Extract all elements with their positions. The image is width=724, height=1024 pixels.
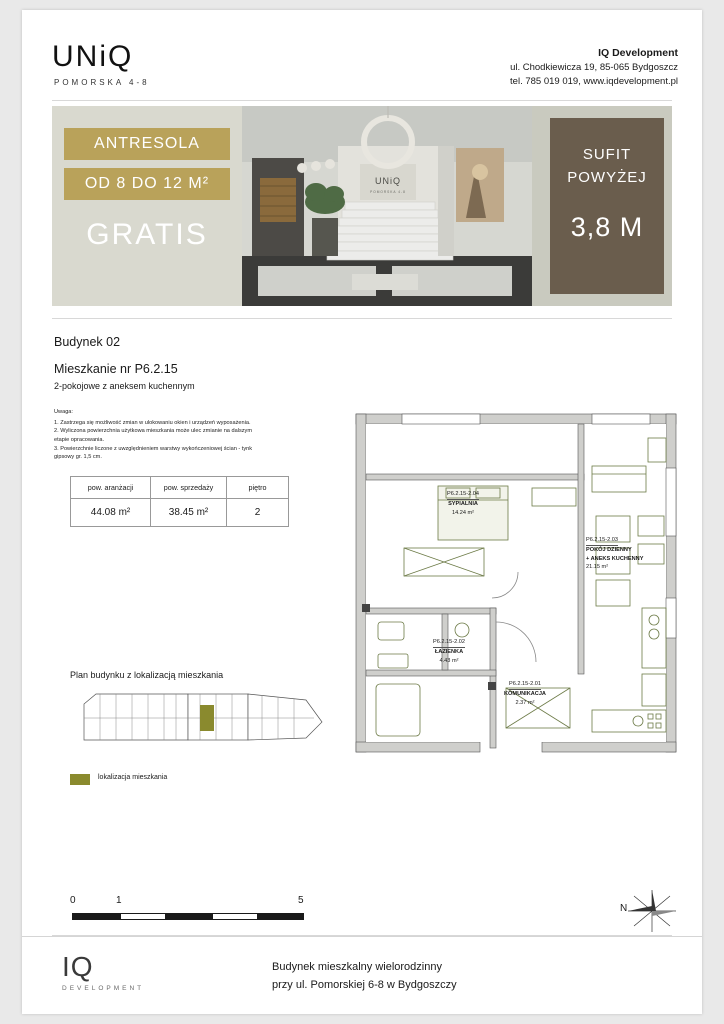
room-area-lazienka: 4.43 m² bbox=[439, 657, 459, 664]
promo-tag-antresola: ANTRESOLA bbox=[64, 128, 230, 160]
table-header-sale: pow. sprzedaży bbox=[151, 477, 227, 499]
note-line-3: 3. Powierzchnie liczone z uwzględnieniem warstwy wykończeniowej ścian - tynk bbox=[54, 445, 253, 452]
table-header-floor: piętro bbox=[227, 477, 289, 499]
footer-logo-subtitle: DEVELOPMENT bbox=[62, 985, 145, 992]
note-line-3b: gipsowy gr. 1,5 cm. bbox=[54, 454, 102, 461]
note-line-1: 1. Zastrzega się możliwość zmian w ulokowaniu okien i urządzeń wyposażenia. bbox=[54, 419, 251, 426]
note-line-2: 2. Wyliczona powierzchnia użytkowa mieszkania może ulec zmianie na dalszym bbox=[54, 428, 252, 435]
compass-north-label: N bbox=[620, 903, 628, 914]
room-name-aneks-kuchenny: + ANEKS KUCHENNY bbox=[586, 555, 644, 562]
ceiling-height-value: 3,8 M bbox=[570, 212, 644, 242]
room-area-pokoj-dzienny: 21.15 m² bbox=[586, 564, 609, 571]
table-cell-arrangement: 44.08 m² bbox=[71, 499, 151, 527]
room-name-komunikacja: KOMUNIKACJA bbox=[504, 691, 546, 698]
promo-left-panel bbox=[52, 106, 242, 306]
scale-segment-1 bbox=[72, 913, 120, 920]
room-code-komunikacja: P6.2.15-2.01 bbox=[509, 680, 541, 690]
scale-bar bbox=[70, 895, 310, 921]
notes-title: Uwaga: bbox=[54, 409, 73, 415]
scale-segment-5 bbox=[258, 913, 304, 920]
developer-info bbox=[510, 46, 678, 89]
room-code-pokoj-dzienny: P6.2.15-2.03 bbox=[586, 536, 618, 546]
room-label-sypialnia bbox=[420, 490, 506, 517]
floorplan-drawing bbox=[342, 408, 692, 768]
footer-description bbox=[272, 959, 457, 994]
building-miniplan-drawing bbox=[70, 688, 326, 750]
footer-logo bbox=[62, 951, 144, 992]
room-label-pokoj-dzienny bbox=[586, 536, 676, 572]
building-title: Budynek 02 bbox=[54, 335, 121, 349]
ceiling-label-2: POWYŻEJ bbox=[567, 169, 647, 186]
footer-logo-text: IQ bbox=[62, 951, 94, 982]
banner-divider bbox=[52, 318, 672, 319]
building-miniplan bbox=[70, 688, 326, 750]
miniplan-title: Plan budynku z lokalizacją mieszkania bbox=[70, 670, 224, 680]
notes-block bbox=[54, 408, 304, 462]
legend-label: lokalizacja mieszkania bbox=[98, 774, 168, 781]
table-cell-sale: 38.45 m² bbox=[151, 499, 227, 527]
developer-address: ul. Chodkiewicza 19, 85-065 Bydgoszcz bbox=[510, 62, 678, 74]
lobby-photo bbox=[242, 106, 532, 306]
apartment-floorplan bbox=[342, 408, 692, 768]
compass-rose bbox=[622, 888, 682, 934]
table-cell-floor: 2 bbox=[227, 499, 289, 527]
developer-name: IQ Development bbox=[598, 47, 678, 59]
scale-tick-1: 1 bbox=[116, 895, 122, 906]
promo-gratis-text: GRATIS bbox=[86, 218, 208, 251]
compass-rose-icon bbox=[622, 888, 682, 934]
room-label-komunikacja bbox=[494, 680, 556, 707]
document-footer bbox=[22, 936, 702, 1014]
footer-line-2: przy ul. Pomorskiej 6-8 w Bydgoszczy bbox=[272, 978, 457, 991]
developer-contact: tel. 785 019 019, www.iqdevelopment.pl bbox=[510, 75, 678, 87]
scale-tick-5: 5 bbox=[298, 895, 304, 906]
brand-logo-subtitle: POMORSKA 4-8 bbox=[54, 78, 150, 87]
room-label-lazienka bbox=[406, 638, 492, 665]
scale-tick-0: 0 bbox=[70, 895, 76, 906]
specification-table bbox=[70, 476, 289, 527]
scale-segment-2 bbox=[120, 913, 166, 920]
room-code-sypialnia: P6.2.15-2.04 bbox=[447, 490, 479, 500]
document-page bbox=[22, 10, 702, 1014]
lobby-photo-illustration bbox=[242, 106, 532, 306]
room-name-sypialnia: SYPIALNIA bbox=[448, 501, 478, 508]
room-name-lazienka: ŁAZIENKA bbox=[434, 649, 464, 656]
svg-text:POMORSKA 4-8: POMORSKA 4-8 bbox=[370, 190, 406, 194]
promo-tag-area: OD 8 DO 12 M² bbox=[64, 168, 230, 200]
table-row bbox=[71, 499, 289, 527]
room-code-lazienka: P6.2.15-2.02 bbox=[433, 638, 465, 648]
brand-logo-text: UNiQ bbox=[52, 40, 134, 73]
ceiling-label-1: SUFIT bbox=[582, 146, 632, 163]
brand-logo bbox=[52, 42, 272, 87]
promo-right-panel bbox=[542, 106, 672, 306]
legend-color-swatch bbox=[70, 774, 90, 785]
apartment-subtitle: 2-pokojowe z aneksem kuchennym bbox=[54, 381, 195, 391]
note-line-2b: etapie opracowania. bbox=[54, 436, 105, 443]
table-header-arrangement: pow. aranżacji bbox=[71, 477, 151, 499]
room-area-sypialnia: 14.24 m² bbox=[451, 509, 475, 516]
svg-text:UNiQ: UNiQ bbox=[375, 176, 401, 186]
footer-line-1: Budynek mieszkalny wielorodzinny bbox=[272, 961, 442, 973]
header-divider bbox=[52, 100, 672, 101]
ceiling-height-box bbox=[550, 118, 664, 294]
promo-banner bbox=[52, 106, 672, 306]
room-area-komunikacja: 2.37 m² bbox=[515, 699, 535, 706]
scale-segment-4 bbox=[212, 913, 258, 920]
room-name-pokoj-dzienny: POKÓJ DZIENNY bbox=[586, 547, 632, 554]
table-header-row bbox=[71, 477, 289, 499]
apartment-title: Mieszkanie nr P6.2.15 bbox=[54, 362, 178, 376]
document-header bbox=[22, 10, 702, 100]
scale-segment-3 bbox=[166, 913, 212, 920]
